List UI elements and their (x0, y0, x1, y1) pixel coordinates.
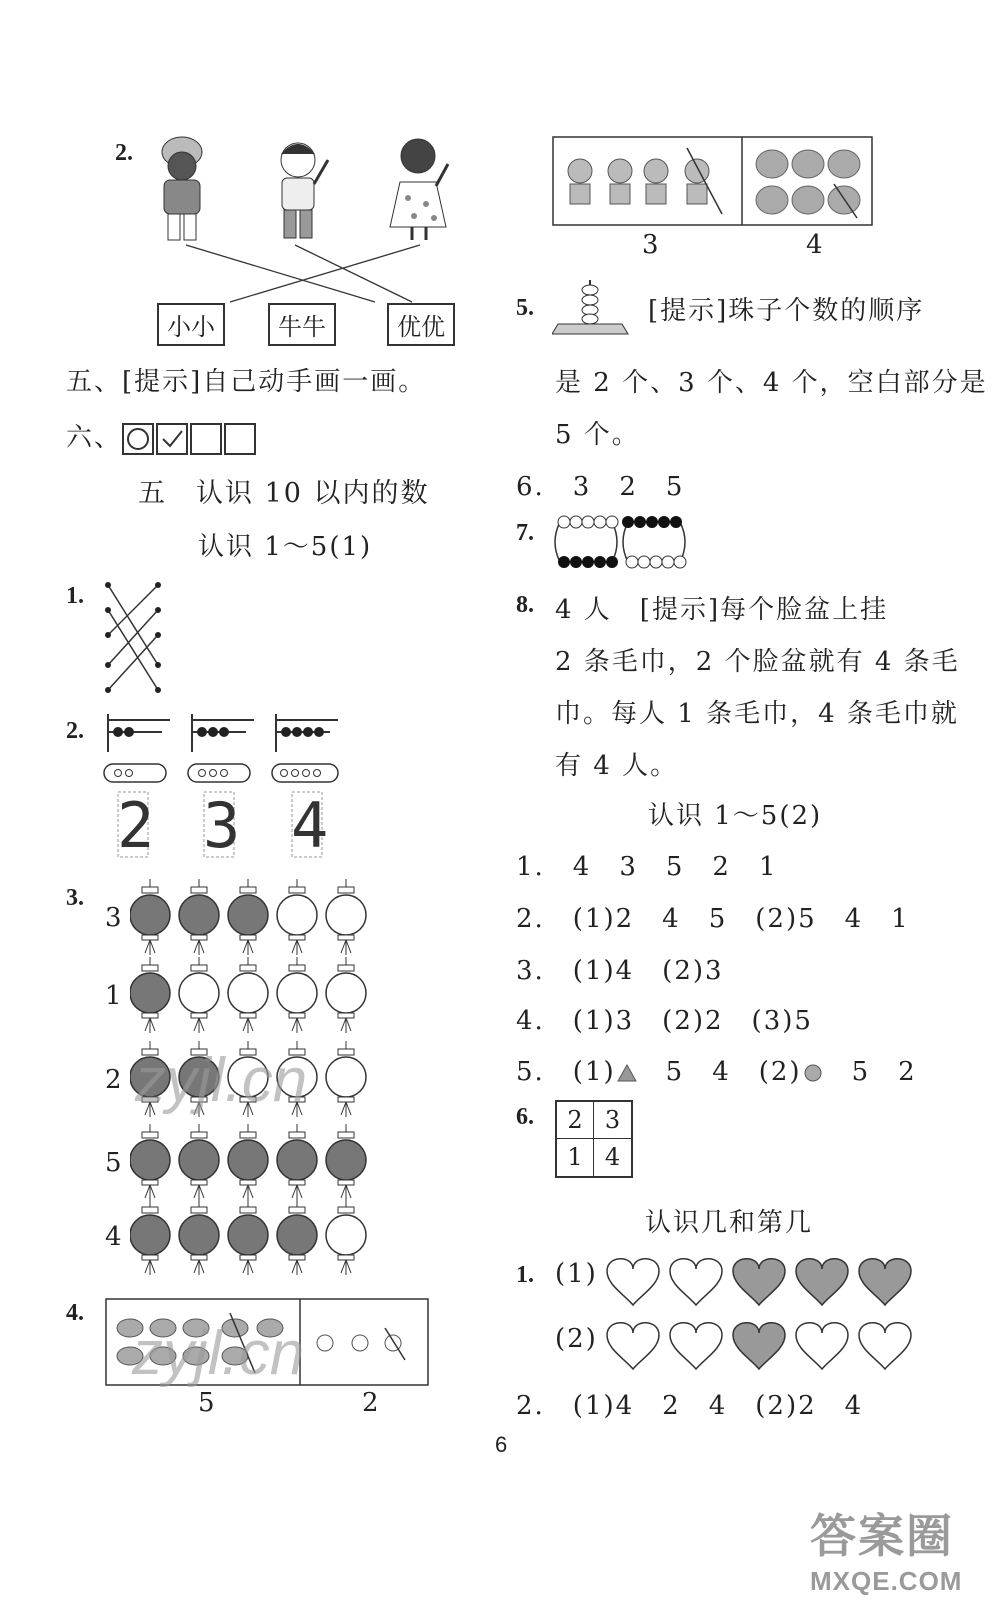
heart-icon (670, 1323, 722, 1369)
subsection-title-3: 认识几和第几 (645, 1208, 814, 1238)
lantern-count: 3 (105, 903, 124, 933)
answer-row-5 (516, 1051, 917, 1088)
lantern-icon (228, 1124, 268, 1200)
answer-row-3: 3. (1)4 (2)3 (516, 956, 724, 986)
lantern-icon (326, 957, 366, 1033)
lantern-icon (326, 1199, 366, 1275)
lantern-icon (277, 1199, 317, 1275)
heart-icon (859, 1259, 911, 1305)
q1-label: 1. (66, 583, 84, 609)
grid-cell: 2 (557, 1102, 594, 1139)
heart-icon (607, 1259, 659, 1305)
stamp-url: MXQE.COM (810, 1566, 963, 1596)
lantern-icon (130, 1199, 170, 1275)
q4-answer: 2 (362, 1388, 381, 1418)
lantern-count: 4 (105, 1222, 124, 1252)
answer-row-4: 4. (1)3 (2)2 (3)5 (516, 1006, 813, 1036)
lantern-icon (326, 1041, 366, 1117)
name-box-youyou: 优优 (387, 303, 455, 346)
q5-hint-line2: 是 2 个、3 个、4 个，空白部分是 (555, 368, 988, 398)
section-six-label: 六、 (66, 423, 123, 453)
lantern-icon (277, 1124, 317, 1200)
q8-line3: 巾。每人 1 条毛巾，4 条毛巾就 (555, 699, 959, 729)
name-box-xiaoxiao: 小小 (157, 303, 225, 346)
grid-cell: 3 (594, 1102, 631, 1139)
q8-label: 8. (516, 592, 534, 618)
lantern-icon (179, 957, 219, 1033)
q4-answer: 5 (198, 1388, 217, 1418)
q8-line2: 2 条毛巾，2 个脸盆就有 4 条毛 (555, 647, 960, 677)
circle-box-icon (122, 423, 154, 455)
lantern-count: 5 (105, 1148, 124, 1178)
lantern-icon (277, 879, 317, 955)
lantern-icon (130, 879, 170, 955)
heart-icon (796, 1323, 848, 1369)
lantern-icon (130, 1124, 170, 1200)
section-five-hint: 五、[提示]自己动手画一画。 (66, 367, 427, 397)
girl-figure (390, 139, 448, 240)
q2-label: 2. (66, 718, 84, 744)
digit-3: 3 (203, 789, 241, 862)
top-answer: 3 (642, 230, 661, 260)
bead-ring-right (622, 516, 686, 568)
circle-icon (802, 1062, 824, 1084)
grid-cell: 4 (604, 1143, 621, 1171)
lantern-count: 2 (105, 1065, 124, 1095)
boy-hat-figure (162, 137, 202, 240)
lantern-icon (326, 879, 366, 955)
answer-row-1: 1. 4 3 5 2 1 (516, 852, 778, 882)
lantern-icon (179, 1124, 219, 1200)
section-title: 五 认识 10 以内的数 (138, 478, 430, 509)
lantern-icon (326, 1124, 366, 1200)
lantern-count: 1 (105, 981, 124, 1011)
heart-icon (796, 1259, 848, 1305)
watermark: zyjl.cn (135, 1046, 308, 1115)
bead-ring-diagram (550, 512, 700, 572)
q7-label: 7. (516, 520, 534, 546)
subsection-title-2: 认识 1～5(2) (648, 801, 823, 831)
q5-hint-line3: 5 个。 (555, 420, 640, 450)
h1-part2-label: (2) (555, 1324, 598, 1354)
matching-lines (150, 240, 450, 310)
watermark: zyjl.cn (132, 1319, 305, 1388)
lantern-icon (130, 957, 170, 1033)
children-figures (150, 132, 450, 247)
bead-stack-icon (552, 276, 632, 340)
r6-label: 6. (516, 1104, 534, 1130)
lantern-icon (228, 879, 268, 955)
stamp-text: 答案圈 (810, 1510, 954, 1562)
lantern-icon (228, 957, 268, 1033)
hearts-rows (605, 1245, 920, 1370)
cross-lines-diagram (98, 575, 168, 700)
h1-part1-label: (1) (555, 1259, 598, 1289)
boy-waving-figure (281, 143, 328, 238)
empty-box-icon (190, 423, 222, 455)
q8-line4: 有 4 人。 (555, 751, 679, 781)
q3-label: 3. (66, 885, 84, 911)
q6-answers: 6. 3 2 5 (516, 472, 685, 502)
lantern-icon (277, 957, 317, 1033)
answer-row-5-b: 5 4 (2) (665, 1057, 802, 1087)
answer-row-5-a: 5. (1) (516, 1057, 616, 1087)
page-number: 6 (495, 1432, 508, 1457)
answer-last-row: 2. (1)4 2 4 (2)2 4 (516, 1391, 864, 1421)
heart-icon (859, 1323, 911, 1369)
q5-label: 5. (516, 295, 534, 321)
answer-row-2: 2. (1)2 4 5 (2)5 4 1 (516, 904, 910, 934)
triangle-icon (616, 1062, 638, 1084)
check-box-icon (156, 423, 188, 455)
h1-label: 1. (516, 1262, 534, 1288)
q5-hint-line1: [提示]珠子个数的顺序 (648, 296, 925, 326)
subsection-title: 认识 1～5(1) (198, 532, 373, 562)
heart-icon (607, 1323, 659, 1369)
heart-icon (733, 1259, 785, 1305)
stamp-logo (810, 1500, 980, 1597)
q2-top-label: 2. (115, 140, 133, 166)
heart-icon (670, 1259, 722, 1305)
grid-cell: 1 (557, 1139, 594, 1176)
empty-box-icon (224, 423, 256, 455)
digit-2: 2 (117, 789, 155, 862)
section-six (66, 417, 258, 455)
lantern-icon (228, 1199, 268, 1275)
name-box-niuniu: 牛牛 (268, 303, 336, 346)
digit-4: 4 (291, 789, 329, 862)
heart-icon (733, 1323, 785, 1369)
number-grid (555, 1100, 633, 1178)
top-answer: 4 (806, 230, 825, 260)
lantern-icon (179, 1199, 219, 1275)
lantern-icon (179, 879, 219, 955)
q8-line1: 4 人 [提示]每个脸盆上挂 (555, 595, 889, 625)
bead-ring-left (555, 516, 618, 568)
answer-row-5-c: 5 2 (851, 1057, 917, 1087)
monkeys-peaches-box (552, 136, 874, 228)
q4-label: 4. (66, 1300, 84, 1326)
